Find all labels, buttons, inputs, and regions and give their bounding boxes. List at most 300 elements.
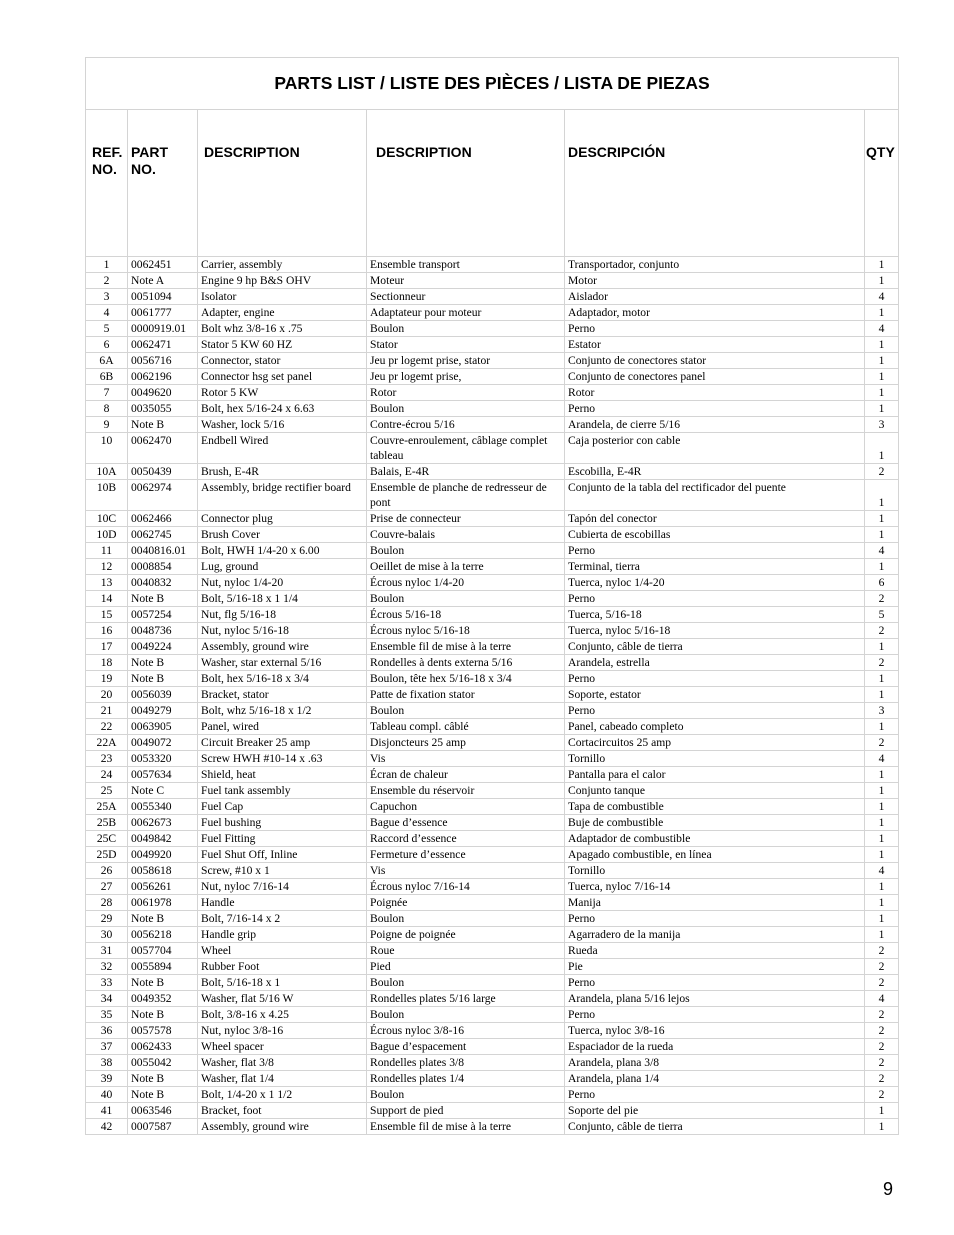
description-en-cell: Bolt, hex 5/16-24 x 6.63 [198, 401, 367, 417]
qty-cell: 1 [865, 527, 899, 543]
qty-cell: 2 [865, 655, 899, 671]
part-no-cell: 0057254 [128, 607, 198, 623]
part-no-cell: 0062433 [128, 1039, 198, 1055]
description-en-cell: Bracket, foot [198, 1103, 367, 1119]
qty-cell: 1 [865, 767, 899, 783]
table-row [86, 815, 899, 831]
ref-no-cell: 21 [86, 703, 128, 719]
description-en-cell: Bolt, 5/16-18 x 1 [198, 975, 367, 991]
qty-cell: 1 [865, 559, 899, 575]
ref-no-cell: 33 [86, 975, 128, 991]
ref-no-cell: 32 [86, 959, 128, 975]
description-es-cell: Cubierta de escobillas [565, 527, 865, 543]
qty-cell: 2 [865, 943, 899, 959]
part-no-cell: Note B [128, 1071, 198, 1087]
ref-no-cell: 41 [86, 1103, 128, 1119]
description-en-cell: Lug, ground [198, 559, 367, 575]
description-es-cell: Rotor [565, 385, 865, 401]
description-fr-cell: Boulon [367, 1087, 565, 1103]
qty-cell: 1 [865, 353, 899, 369]
qty-cell: 2 [865, 591, 899, 607]
description-es-cell: Conjunto tanque [565, 783, 865, 799]
description-es-cell: Rueda [565, 943, 865, 959]
table-row [86, 305, 899, 321]
description-fr-cell: Stator [367, 337, 565, 353]
part-no-cell: Note B [128, 655, 198, 671]
description-fr-cell: Boulon [367, 543, 565, 559]
description-en-cell: Endbell Wired [198, 433, 367, 464]
table-row [86, 735, 899, 751]
description-fr-cell: Écrous nyloc 5/16-18 [367, 623, 565, 639]
description-en-cell: Engine 9 hp B&S OHV [198, 273, 367, 289]
qty-cell: 1 [865, 687, 899, 703]
qty-cell: 3 [865, 417, 899, 433]
part-no-cell: 0062673 [128, 815, 198, 831]
ref-no-cell: 12 [86, 559, 128, 575]
description-es-cell: Motor [565, 273, 865, 289]
description-en-cell: Rubber Foot [198, 959, 367, 975]
parts-table [85, 57, 899, 1135]
page-number: 9 [883, 1179, 894, 1199]
qty-cell: 2 [865, 1055, 899, 1071]
ref-no-cell: 31 [86, 943, 128, 959]
description-fr-cell: Écrous nyloc 3/8-16 [367, 1023, 565, 1039]
description-fr-cell: Tableau compl. câblé [367, 719, 565, 735]
ref-no-cell: 10B [86, 480, 128, 511]
description-es-cell: Arandela, estrella [565, 655, 865, 671]
part-no-cell: Note B [128, 1007, 198, 1023]
table-row [86, 353, 899, 369]
qty-cell: 1 [865, 369, 899, 385]
description-en-cell: Assembly, ground wire [198, 639, 367, 655]
description-es-cell: Arandela, plana 3/8 [565, 1055, 865, 1071]
description-es-cell: Espaciador de la rueda [565, 1039, 865, 1055]
qty-cell: 1 [865, 671, 899, 687]
description-fr-cell: Jeu pr logemt prise, stator [367, 353, 565, 369]
description-en-cell: Isolator [198, 289, 367, 305]
table-row [86, 257, 899, 273]
part-no-cell: Note C [128, 783, 198, 799]
ref-no-cell: 18 [86, 655, 128, 671]
description-es-cell: Pantalla para el calor [565, 767, 865, 783]
description-en-cell: Fuel bushing [198, 815, 367, 831]
part-no-cell: 0056218 [128, 927, 198, 943]
header-description-en: DESCRIPTION [198, 110, 367, 257]
table-row [86, 719, 899, 735]
ref-no-cell: 10A [86, 464, 128, 480]
description-fr-cell: Poigne de poignée [367, 927, 565, 943]
ref-no-cell: 14 [86, 591, 128, 607]
ref-no-cell: 10 [86, 433, 128, 464]
description-es-cell: Estator [565, 337, 865, 353]
table-row [86, 623, 899, 639]
description-es-cell: Perno [565, 1087, 865, 1103]
part-no-cell: 0063546 [128, 1103, 198, 1119]
ref-no-cell: 30 [86, 927, 128, 943]
table-row [86, 959, 899, 975]
description-en-cell: Bolt, HWH 1/4-20 x 6.00 [198, 543, 367, 559]
description-es-cell: Tuerca, nyloc 5/16-18 [565, 623, 865, 639]
part-no-cell: 0062974 [128, 480, 198, 511]
part-no-cell: 0057634 [128, 767, 198, 783]
description-fr-cell: Boulon [367, 401, 565, 417]
ref-no-cell: 6A [86, 353, 128, 369]
description-en-cell: Carrier, assembly [198, 257, 367, 273]
description-es-cell: Perno [565, 911, 865, 927]
description-en-cell: Fuel Cap [198, 799, 367, 815]
description-fr-cell: Moteur [367, 273, 565, 289]
ref-no-cell: 2 [86, 273, 128, 289]
table-row [86, 1071, 899, 1087]
table-row [86, 831, 899, 847]
qty-cell: 2 [865, 1023, 899, 1039]
part-no-cell: Note B [128, 911, 198, 927]
table-row [86, 607, 899, 623]
description-fr-cell: Rotor [367, 385, 565, 401]
ref-no-cell: 20 [86, 687, 128, 703]
description-es-cell: Soporte, estator [565, 687, 865, 703]
description-en-cell: Adapter, engine [198, 305, 367, 321]
qty-cell: 1 [865, 719, 899, 735]
parts-table-body [86, 257, 899, 1135]
description-fr-cell: Ensemble fil de mise à la terre [367, 1119, 565, 1135]
ref-no-cell: 9 [86, 417, 128, 433]
description-en-cell: Nut, nyloc 3/8-16 [198, 1023, 367, 1039]
description-fr-cell: Pied [367, 959, 565, 975]
table-row [86, 575, 899, 591]
ref-no-cell: 28 [86, 895, 128, 911]
description-en-cell: Connector plug [198, 511, 367, 527]
ref-no-cell: 8 [86, 401, 128, 417]
description-fr-cell: Oeillet de mise à la terre [367, 559, 565, 575]
description-es-cell: Conjunto, câble de tierra [565, 639, 865, 655]
description-en-cell: Connector, stator [198, 353, 367, 369]
qty-cell: 1 [865, 799, 899, 815]
part-no-cell: 0000919.01 [128, 321, 198, 337]
description-en-cell: Assembly, bridge rectifier board [198, 480, 367, 511]
description-fr-cell: Patte de fixation stator [367, 687, 565, 703]
qty-cell: 1 [865, 273, 899, 289]
description-en-cell: Bracket, stator [198, 687, 367, 703]
description-es-cell: Panel, cabeado completo [565, 719, 865, 735]
table-row [86, 687, 899, 703]
table-row [86, 591, 899, 607]
table-row [86, 943, 899, 959]
description-en-cell: Wheel spacer [198, 1039, 367, 1055]
description-es-cell: Arandela, plana 1/4 [565, 1071, 865, 1087]
description-fr-cell: Boulon [367, 321, 565, 337]
description-es-cell: Caja posterior con cable [565, 433, 865, 464]
description-es-cell: Pie [565, 959, 865, 975]
part-no-cell: 0062451 [128, 257, 198, 273]
description-en-cell: Bolt, 5/16-18 x 1 1/4 [198, 591, 367, 607]
part-no-cell: 0055042 [128, 1055, 198, 1071]
table-row [86, 895, 899, 911]
part-no-cell: Note B [128, 591, 198, 607]
qty-cell: 1 [865, 815, 899, 831]
description-es-cell: Arandela, de cierre 5/16 [565, 417, 865, 433]
description-es-cell: Adaptador, motor [565, 305, 865, 321]
description-en-cell: Fuel Fitting [198, 831, 367, 847]
qty-cell: 3 [865, 703, 899, 719]
table-row [86, 783, 899, 799]
header-row [86, 110, 899, 257]
description-fr-cell: Ensemble du réservoir [367, 783, 565, 799]
description-fr-cell: Rondelles plates 5/16 large [367, 991, 565, 1007]
description-fr-cell: Boulon [367, 591, 565, 607]
description-fr-cell: Rondelles plates 1/4 [367, 1071, 565, 1087]
ref-no-cell: 25B [86, 815, 128, 831]
description-en-cell: Nut, nyloc 5/16-18 [198, 623, 367, 639]
table-row [86, 655, 899, 671]
part-no-cell: 0049620 [128, 385, 198, 401]
table-row [86, 767, 899, 783]
header-description-fr: DESCRIPTION [367, 110, 565, 257]
part-no-cell: 0040832 [128, 575, 198, 591]
description-es-cell: Terminal, tierra [565, 559, 865, 575]
qty-cell: 2 [865, 1087, 899, 1103]
ref-no-cell: 39 [86, 1071, 128, 1087]
description-fr-cell: Écran de chaleur [367, 767, 565, 783]
description-fr-cell: Bague d’espacement [367, 1039, 565, 1055]
table-row [86, 863, 899, 879]
description-en-cell: Bolt, 1/4-20 x 1 1/2 [198, 1087, 367, 1103]
description-en-cell: Fuel Shut Off, Inline [198, 847, 367, 863]
table-row [86, 1055, 899, 1071]
part-no-cell: 0061978 [128, 895, 198, 911]
description-es-cell: Perno [565, 975, 865, 991]
part-no-cell: 0056261 [128, 879, 198, 895]
part-no-cell: 0061777 [128, 305, 198, 321]
description-fr-cell: Boulon [367, 911, 565, 927]
qty-cell: 1 [865, 433, 899, 464]
description-fr-cell: Boulon [367, 703, 565, 719]
description-en-cell: Fuel tank assembly [198, 783, 367, 799]
part-no-cell: 0040816.01 [128, 543, 198, 559]
qty-cell: 4 [865, 321, 899, 337]
description-en-cell: Screw, #10 x 1 [198, 863, 367, 879]
part-no-cell: 0062745 [128, 527, 198, 543]
description-es-cell: Apagado combustible, en línea [565, 847, 865, 863]
description-en-cell: Screw HWH #10-14 x .63 [198, 751, 367, 767]
description-en-cell: Bolt whz 3/8-16 x .75 [198, 321, 367, 337]
header-part-no: PART NO. [128, 110, 198, 257]
table-row [86, 321, 899, 337]
table-row [86, 975, 899, 991]
description-es-cell: Tuerca, nyloc 3/8-16 [565, 1023, 865, 1039]
qty-cell: 5 [865, 607, 899, 623]
description-es-cell: Tuerca, nyloc 1/4-20 [565, 575, 865, 591]
qty-cell: 1 [865, 783, 899, 799]
description-es-cell: Perno [565, 401, 865, 417]
table-row [86, 751, 899, 767]
description-en-cell: Rotor 5 KW [198, 385, 367, 401]
qty-cell: 1 [865, 879, 899, 895]
qty-cell: 4 [865, 991, 899, 1007]
table-row [86, 385, 899, 401]
description-en-cell: Assembly, ground wire [198, 1119, 367, 1135]
table-row [86, 527, 899, 543]
description-es-cell: Transportador, conjunto [565, 257, 865, 273]
description-fr-cell: Roue [367, 943, 565, 959]
description-fr-cell: Écrous 5/16-18 [367, 607, 565, 623]
description-fr-cell: Rondelles plates 3/8 [367, 1055, 565, 1071]
qty-cell: 1 [865, 337, 899, 353]
qty-cell: 1 [865, 831, 899, 847]
part-no-cell: 0049352 [128, 991, 198, 1007]
table-row [86, 671, 899, 687]
table-row [86, 464, 899, 480]
description-fr-cell: Bague d’essence [367, 815, 565, 831]
qty-cell: 6 [865, 575, 899, 591]
table-row [86, 273, 899, 289]
description-es-cell: Perno [565, 591, 865, 607]
table-row [86, 1039, 899, 1055]
description-fr-cell: Balais, E-4R [367, 464, 565, 480]
description-es-cell: Adaptador de combustible [565, 831, 865, 847]
description-es-cell: Perno [565, 1007, 865, 1023]
description-en-cell: Washer, star external 5/16 [198, 655, 367, 671]
description-fr-cell: Jeu pr logemt prise, [367, 369, 565, 385]
description-es-cell: Manija [565, 895, 865, 911]
description-fr-cell: Boulon [367, 1007, 565, 1023]
description-en-cell: Circuit Breaker 25 amp [198, 735, 367, 751]
description-fr-cell: Contre-écrou 5/16 [367, 417, 565, 433]
part-no-cell: 0008854 [128, 559, 198, 575]
description-es-cell: Arandela, plana 5/16 lejos [565, 991, 865, 1007]
table-row [86, 703, 899, 719]
part-no-cell: 0049072 [128, 735, 198, 751]
table-row [86, 1119, 899, 1135]
description-fr-cell: Ensemble fil de mise à la terre [367, 639, 565, 655]
table-row [86, 417, 899, 433]
description-es-cell: Tornillo [565, 751, 865, 767]
description-en-cell: Panel, wired [198, 719, 367, 735]
qty-cell: 1 [865, 305, 899, 321]
description-fr-cell: Disjoncteurs 25 amp [367, 735, 565, 751]
part-no-cell: 0053320 [128, 751, 198, 767]
qty-cell: 2 [865, 959, 899, 975]
part-no-cell: 0049279 [128, 703, 198, 719]
parts-list-title: PARTS LIST / LISTE DES PIÈCES / LISTA DE PIEZAS [86, 58, 899, 110]
description-fr-cell: Couvre-enroulement, câblage complet tableau [367, 433, 565, 464]
table-row [86, 433, 899, 464]
table-row [86, 369, 899, 385]
description-en-cell: Nut, nyloc 1/4-20 [198, 575, 367, 591]
ref-no-cell: 37 [86, 1039, 128, 1055]
table-row [86, 401, 899, 417]
ref-no-cell: 23 [86, 751, 128, 767]
description-en-cell: Bolt, 3/8-16 x 4.25 [198, 1007, 367, 1023]
table-row [86, 543, 899, 559]
description-fr-cell: Adaptateur pour moteur [367, 305, 565, 321]
description-es-cell: Agarradero de la manija [565, 927, 865, 943]
part-no-cell: 0058618 [128, 863, 198, 879]
description-en-cell: Washer, flat 1/4 [198, 1071, 367, 1087]
part-no-cell: 0062471 [128, 337, 198, 353]
ref-no-cell: 38 [86, 1055, 128, 1071]
description-fr-cell: Couvre-balais [367, 527, 565, 543]
description-es-cell: Tuerca, nyloc 7/16-14 [565, 879, 865, 895]
part-no-cell: Note A [128, 273, 198, 289]
header-description-es: DESCRIPCIÓN [565, 110, 865, 257]
description-en-cell: Handle grip [198, 927, 367, 943]
description-es-cell: Perno [565, 671, 865, 687]
description-es-cell: Buje de combustible [565, 815, 865, 831]
table-row [86, 927, 899, 943]
description-fr-cell: Capuchon [367, 799, 565, 815]
description-en-cell: Handle [198, 895, 367, 911]
part-no-cell: 0062470 [128, 433, 198, 464]
part-no-cell: 0007587 [128, 1119, 198, 1135]
description-es-cell: Soporte del pie [565, 1103, 865, 1119]
qty-cell: 1 [865, 401, 899, 417]
description-fr-cell: Boulon [367, 975, 565, 991]
qty-cell: 1 [865, 847, 899, 863]
qty-cell: 2 [865, 623, 899, 639]
part-no-cell: 0049920 [128, 847, 198, 863]
header-qty: QTY [865, 110, 899, 257]
qty-cell: 1 [865, 1103, 899, 1119]
description-en-cell: Shield, heat [198, 767, 367, 783]
ref-no-cell: 27 [86, 879, 128, 895]
description-fr-cell: Rondelles à dents externa 5/16 [367, 655, 565, 671]
description-en-cell: Stator 5 KW 60 HZ [198, 337, 367, 353]
qty-cell: 1 [865, 511, 899, 527]
description-es-cell: Perno [565, 321, 865, 337]
ref-no-cell: 7 [86, 385, 128, 401]
ref-no-cell: 1 [86, 257, 128, 273]
description-en-cell: Connector hsg set panel [198, 369, 367, 385]
ref-no-cell: 42 [86, 1119, 128, 1135]
table-row [86, 1007, 899, 1023]
table-row [86, 639, 899, 655]
ref-no-cell: 22 [86, 719, 128, 735]
header-ref-no: REF. NO. [86, 110, 128, 257]
table-row [86, 511, 899, 527]
table-row [86, 480, 899, 511]
part-no-cell: Note B [128, 975, 198, 991]
qty-cell: 2 [865, 975, 899, 991]
part-no-cell: 0057704 [128, 943, 198, 959]
ref-no-cell: 13 [86, 575, 128, 591]
qty-cell: 2 [865, 1039, 899, 1055]
ref-no-cell: 36 [86, 1023, 128, 1039]
description-en-cell: Brush Cover [198, 527, 367, 543]
part-no-cell: 0051094 [128, 289, 198, 305]
description-en-cell: Nut, nyloc 7/16-14 [198, 879, 367, 895]
description-en-cell: Bolt, hex 5/16-18 x 3/4 [198, 671, 367, 687]
description-en-cell: Washer, flat 3/8 [198, 1055, 367, 1071]
table-row [86, 337, 899, 353]
description-es-cell: Tornillo [565, 863, 865, 879]
description-fr-cell: Sectionneur [367, 289, 565, 305]
description-fr-cell: Vis [367, 751, 565, 767]
part-no-cell: 0048736 [128, 623, 198, 639]
description-es-cell: Aislador [565, 289, 865, 305]
ref-no-cell: 22A [86, 735, 128, 751]
description-es-cell: Escobilla, E-4R [565, 464, 865, 480]
description-fr-cell: Écrous nyloc 1/4-20 [367, 575, 565, 591]
description-en-cell: Wheel [198, 943, 367, 959]
table-row [86, 879, 899, 895]
description-es-cell: Tapa de combustible [565, 799, 865, 815]
description-fr-cell: Ensemble de planche de redresseur de pont [367, 480, 565, 511]
description-es-cell: Conjunto, câble de tierra [565, 1119, 865, 1135]
description-fr-cell: Prise de connecteur [367, 511, 565, 527]
ref-no-cell: 16 [86, 623, 128, 639]
ref-no-cell: 17 [86, 639, 128, 655]
